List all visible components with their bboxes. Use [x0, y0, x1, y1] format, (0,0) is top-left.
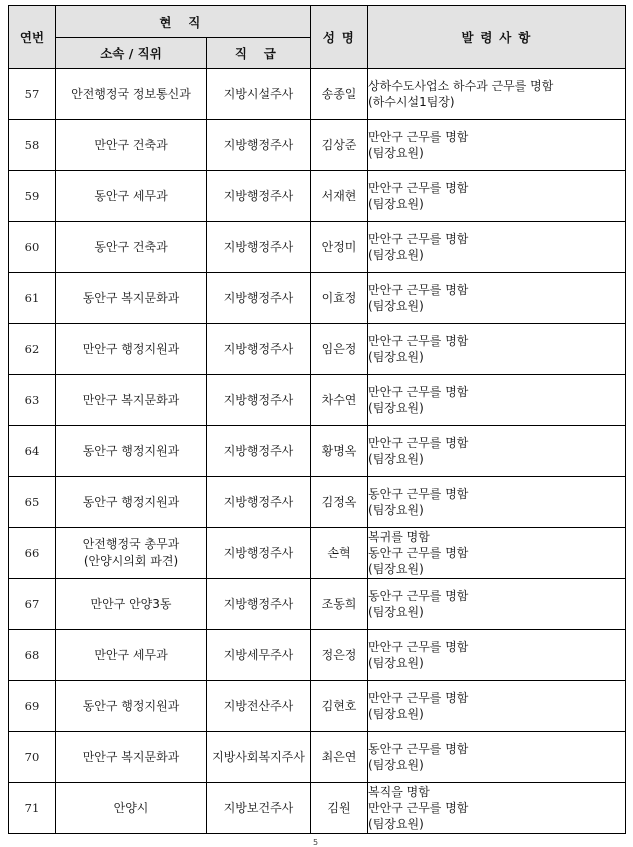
order-line: (팀장요원) — [368, 656, 424, 670]
table-header — [9, 6, 626, 69]
row-order — [368, 579, 626, 630]
row-department — [56, 681, 207, 732]
table-row — [9, 69, 626, 120]
row-number: 68 — [9, 630, 56, 681]
table-row — [9, 579, 626, 630]
order-line: 동안구 근무를 명함 — [368, 546, 469, 560]
order-line: 만안구 근무를 명함 — [368, 334, 469, 348]
department-line: 동안구 행정지원과 — [82, 698, 180, 713]
order-line: 만안구 근무를 명함 — [368, 801, 469, 815]
order-line: 만안구 근무를 명함 — [368, 436, 469, 450]
row-name: 김원 — [311, 783, 368, 834]
row-name: 서재현 — [311, 171, 368, 222]
order-line: (팀장요원) — [368, 562, 424, 576]
order-line: (팀장요원) — [368, 707, 424, 721]
row-number: 63 — [9, 375, 56, 426]
header-grade: 직 급 — [207, 38, 311, 69]
row-name: 정은정 — [311, 630, 368, 681]
row-grade: 지방전산주사 — [207, 681, 311, 732]
table-row — [9, 273, 626, 324]
order-line: 만안구 근무를 명함 — [368, 130, 469, 144]
row-number: 64 — [9, 426, 56, 477]
row-department — [56, 477, 207, 528]
order-line: (팀장요원) — [368, 146, 424, 160]
row-number: 62 — [9, 324, 56, 375]
table-row — [9, 630, 626, 681]
row-order — [368, 630, 626, 681]
department-line: 안전행정국 총무과 — [82, 537, 180, 551]
row-order — [368, 426, 626, 477]
row-name: 안정미 — [311, 222, 368, 273]
row-number: 60 — [9, 222, 56, 273]
table-row — [9, 528, 626, 579]
row-name: 차수연 — [311, 375, 368, 426]
department-line: 안양시 — [113, 800, 149, 815]
row-grade: 지방보건주사 — [207, 783, 311, 834]
row-number: 61 — [9, 273, 56, 324]
table-body — [9, 69, 626, 834]
row-name: 조동희 — [311, 579, 368, 630]
row-order — [368, 171, 626, 222]
row-name: 이효정 — [311, 273, 368, 324]
table-row — [9, 324, 626, 375]
row-number: 59 — [9, 171, 56, 222]
department-line: 동안구 행정지원과 — [82, 443, 180, 458]
row-department — [56, 528, 207, 579]
order-line: (팀장요원) — [368, 299, 424, 313]
department-line: 만안구 안양3동 — [90, 596, 172, 611]
header-dept: 소속 / 직위 — [56, 38, 207, 69]
header-order: 발 령 사 항 — [368, 6, 626, 69]
header-current: 현 직 — [56, 6, 311, 38]
order-line: 복직을 명함 — [368, 785, 430, 799]
row-department — [56, 69, 207, 120]
order-line: 동안구 근무를 명함 — [368, 589, 469, 603]
row-order — [368, 69, 626, 120]
order-line: (팀장요원) — [368, 503, 424, 517]
row-order — [368, 324, 626, 375]
order-line: (팀장요원) — [368, 197, 424, 211]
row-order — [368, 528, 626, 579]
row-name: 손혁 — [311, 528, 368, 579]
table-row — [9, 120, 626, 171]
row-number: 58 — [9, 120, 56, 171]
order-line: (팀장요원) — [368, 817, 424, 831]
row-number: 66 — [9, 528, 56, 579]
order-line: 상하수도사업소 하수과 근무를 명함 — [368, 79, 554, 93]
table-row — [9, 171, 626, 222]
row-grade: 지방시설주사 — [207, 69, 311, 120]
table-row — [9, 783, 626, 834]
row-grade: 지방행정주사 — [207, 375, 311, 426]
row-department — [56, 375, 207, 426]
order-line: (팀장요원) — [368, 350, 424, 364]
order-line: (하수시설1팀장) — [368, 95, 455, 109]
row-number: 69 — [9, 681, 56, 732]
table-row — [9, 681, 626, 732]
header-name: 성 명 — [311, 6, 368, 69]
row-name: 황명옥 — [311, 426, 368, 477]
order-line: 동안구 근무를 명함 — [368, 487, 469, 501]
row-name: 김현호 — [311, 681, 368, 732]
row-order — [368, 732, 626, 783]
row-grade: 지방세무주사 — [207, 630, 311, 681]
table-row — [9, 375, 626, 426]
row-order — [368, 222, 626, 273]
department-line: 동안구 건축과 — [94, 239, 168, 254]
row-number: 70 — [9, 732, 56, 783]
personnel-table — [8, 5, 626, 834]
row-grade: 지방행정주사 — [207, 222, 311, 273]
department-line: 만안구 행정지원과 — [82, 341, 180, 356]
row-name: 최은연 — [311, 732, 368, 783]
order-line: (팀장요원) — [368, 401, 424, 415]
row-name: 송종일 — [311, 69, 368, 120]
row-number: 57 — [9, 69, 56, 120]
department-line: 만안구 세무과 — [94, 647, 168, 662]
row-name: 김정옥 — [311, 477, 368, 528]
department-line: 만안구 복지문화과 — [82, 749, 180, 764]
department-line: 안전행정국 정보통신과 — [71, 86, 191, 101]
header-no: 연번 — [9, 6, 56, 69]
order-line: 만안구 근무를 명함 — [368, 283, 469, 297]
row-department — [56, 783, 207, 834]
order-line: 만안구 근무를 명함 — [368, 640, 469, 654]
department-line: 동안구 세무과 — [94, 188, 168, 203]
row-grade: 지방행정주사 — [207, 477, 311, 528]
row-department — [56, 273, 207, 324]
row-grade: 지방행정주사 — [207, 426, 311, 477]
order-line: (팀장요원) — [368, 605, 424, 619]
row-grade: 지방행정주사 — [207, 273, 311, 324]
order-line: 동안구 근무를 명함 — [368, 742, 469, 756]
row-number: 67 — [9, 579, 56, 630]
order-line: 만안구 근무를 명함 — [368, 232, 469, 246]
table-row — [9, 477, 626, 528]
order-line: 만안구 근무를 명함 — [368, 181, 469, 195]
row-number: 71 — [9, 783, 56, 834]
row-order — [368, 120, 626, 171]
order-line: 복귀를 명함 — [368, 530, 430, 544]
department-line: (안양시의회 파견) — [83, 554, 179, 568]
row-order — [368, 681, 626, 732]
table-row — [9, 732, 626, 783]
department-line: 만안구 건축과 — [94, 137, 168, 152]
table-row — [9, 222, 626, 273]
row-order — [368, 375, 626, 426]
row-department — [56, 324, 207, 375]
table-row — [9, 426, 626, 477]
row-order — [368, 783, 626, 834]
order-line: 만안구 근무를 명함 — [368, 385, 469, 399]
page-mark: 5 — [313, 838, 319, 847]
row-order — [368, 273, 626, 324]
row-department — [56, 426, 207, 477]
row-order — [368, 477, 626, 528]
row-department — [56, 171, 207, 222]
order-line: (팀장요원) — [368, 758, 424, 772]
department-line: 동안구 복지문화과 — [82, 290, 180, 305]
row-department — [56, 579, 207, 630]
row-grade: 지방행정주사 — [207, 120, 311, 171]
row-grade: 지방행정주사 — [207, 528, 311, 579]
row-department — [56, 222, 207, 273]
row-grade: 지방사회복지주사 — [207, 732, 311, 783]
order-line: 만안구 근무를 명함 — [368, 691, 469, 705]
row-grade: 지방행정주사 — [207, 171, 311, 222]
department-line: 만안구 복지문화과 — [82, 392, 180, 407]
department-line: 동안구 행정지원과 — [82, 494, 180, 509]
row-department — [56, 120, 207, 171]
order-line: (팀장요원) — [368, 248, 424, 262]
row-department — [56, 732, 207, 783]
row-grade: 지방행정주사 — [207, 579, 311, 630]
order-line: (팀장요원) — [368, 452, 424, 466]
row-department — [56, 630, 207, 681]
row-name: 김상준 — [311, 120, 368, 171]
row-number: 65 — [9, 477, 56, 528]
row-grade: 지방행정주사 — [207, 324, 311, 375]
row-name: 임은정 — [311, 324, 368, 375]
